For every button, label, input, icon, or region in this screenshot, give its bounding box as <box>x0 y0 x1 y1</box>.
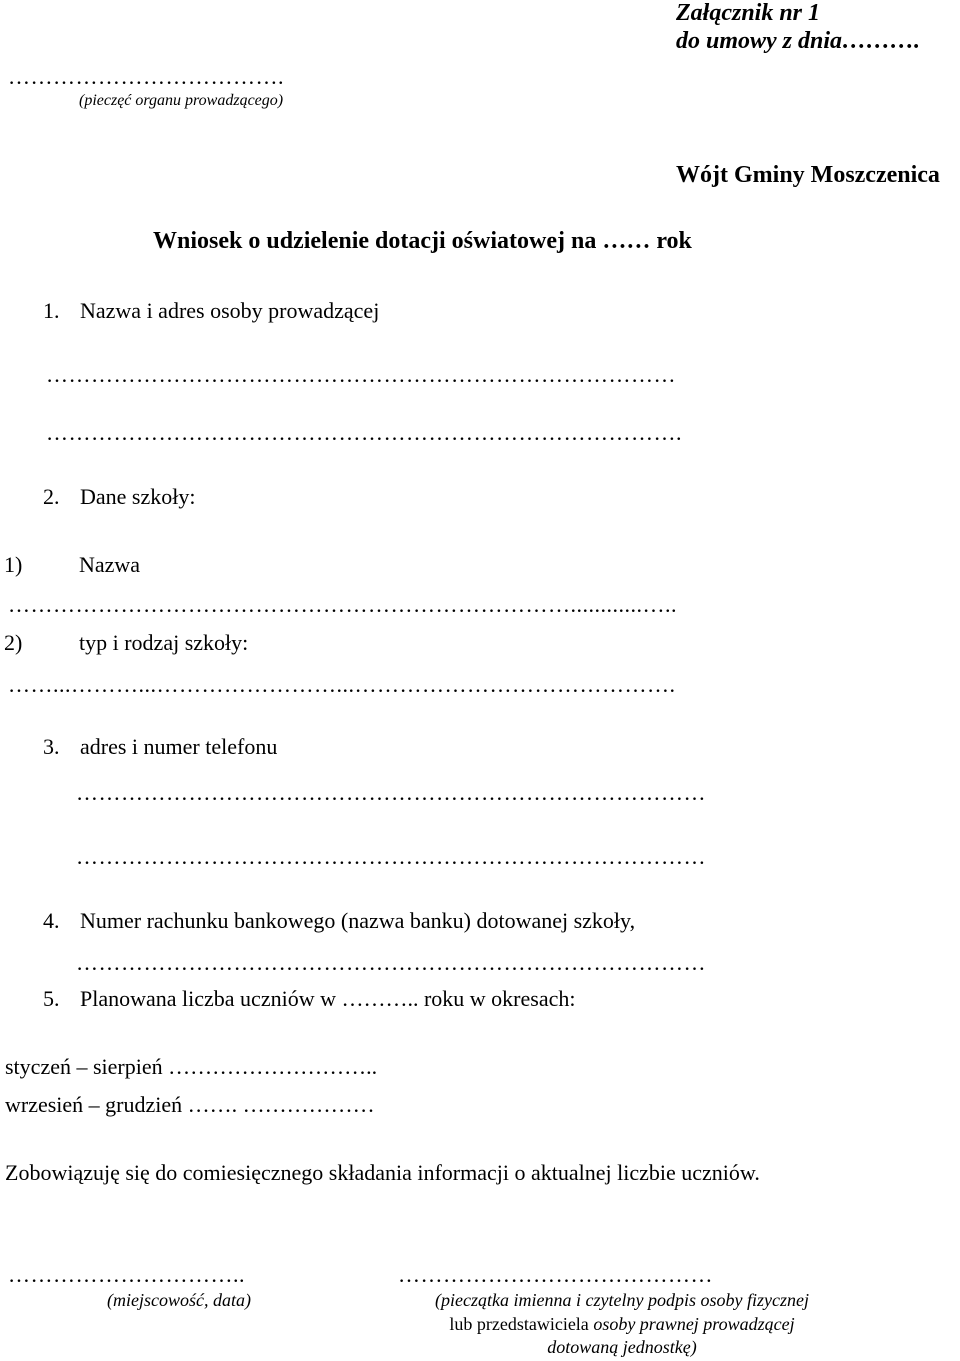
section-2-1-number: 1) <box>4 552 23 577</box>
signature-label-3: dotowaną jednostkę) <box>547 1337 697 1357</box>
section-3-number: 3. <box>43 734 60 759</box>
signature-label-2a: lub przedstawiciela <box>449 1314 589 1334</box>
section-1-line-2: …………………………………………………………………………. <box>46 420 682 445</box>
section-1-number: 1. <box>43 298 60 323</box>
section-2-label: Dane szkoły: <box>80 484 196 509</box>
period-jan-aug: styczeń – sierpień ……………………….. <box>5 1054 378 1079</box>
section-2-2-number: 2) <box>4 630 23 655</box>
addressee: Wójt Gminy Moszczenica <box>676 162 940 188</box>
signature-label-1: (pieczątka imienna i czytelny podpis osoby fizycznej <box>435 1290 809 1310</box>
section-2-2-label: typ i rodzaj szkoły: <box>79 630 249 655</box>
section-4-number: 4. <box>43 908 60 933</box>
section-5-label: Planowana liczba uczniów w ……….. roku w okresach: <box>80 986 576 1011</box>
section-2-1-label: Nazwa <box>79 552 141 577</box>
stamp-dots: ………………………………. <box>8 64 284 89</box>
period-sep-dec: wrzesień – grudzień ……. ……………… <box>5 1092 375 1117</box>
section-3-line-1: ………………………………………………………………………… <box>76 780 706 805</box>
section-2-2-line: ……...………...……………………...……………………………………. <box>8 672 676 697</box>
section-2-1-line: …………………………………………………………………............….. <box>8 592 677 617</box>
declaration: Zobowiązuję się do comiesięcznego składania informacji o aktualnej liczbie uczniów. <box>5 1160 760 1185</box>
signature-label-2 <box>392 1314 852 1335</box>
section-1-label: Nazwa i adres osoby prowadzącej <box>80 298 380 323</box>
signature-dots: …………………………………… <box>398 1262 713 1287</box>
section-3-label: adres i numer telefonu <box>80 734 278 759</box>
place-date-label: (miejscowość, data) <box>107 1290 251 1310</box>
stamp-label: (pieczęć organu prowadzącego) <box>79 92 284 109</box>
signature-label-2b: osoby prawnej prowadzącej <box>588 1314 795 1334</box>
section-4-line: ………………………………………………………………………… <box>76 950 706 975</box>
section-1-line-1: ………………………………………………………………………… <box>46 362 676 387</box>
section-5-number: 5. <box>43 986 60 1011</box>
annex-date: do umowy z dnia………. <box>676 28 921 54</box>
place-date-dots: ………………………….. <box>8 1262 245 1287</box>
section-3-line-2: ………………………………………………………………………… <box>76 844 706 869</box>
annex-title: Załącznik nr 1 <box>676 0 821 26</box>
section-4-label: Numer rachunku bankowego (nazwa banku) dotowanej szkoły, <box>80 908 636 933</box>
section-2-number: 2. <box>43 484 60 509</box>
page-title: Wniosek o udzielenie dotacji oświatowej na …… rok <box>153 228 692 254</box>
